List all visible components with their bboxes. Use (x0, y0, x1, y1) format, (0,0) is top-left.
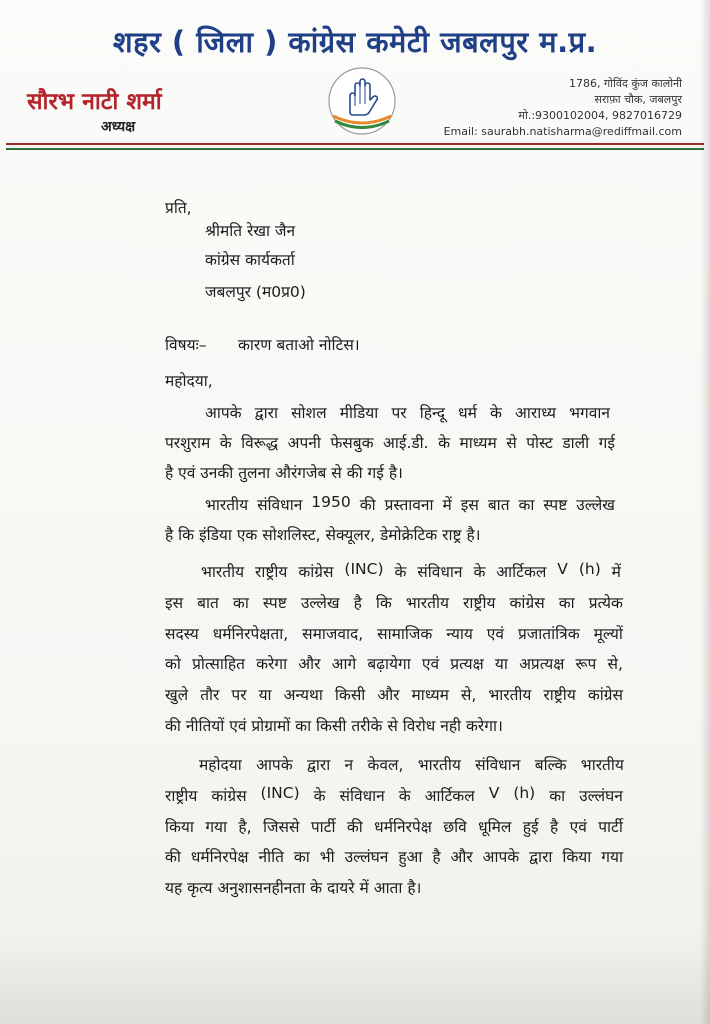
body-line: राष्ट्रीय कांग्रेस (INC) के संविधान के आर्टिकल V (h) का उल्लंघन (165, 784, 623, 805)
page-bottom-shade (0, 934, 710, 1024)
recipient-city: जबलपुर (म0प्र0) (205, 283, 306, 301)
body-line: भारतीय राष्ट्रीय कांग्रेस (INC) के संविधान के आर्टिकल V (h) में (201, 560, 621, 581)
header-rule-green (6, 148, 704, 150)
header-rule-white (6, 146, 704, 147)
body-line: इस बात का स्पष्ट उल्लेख है कि भारतीय राष्ट्रीय कांग्रेस का प्रत्येक (165, 594, 623, 612)
hand-symbol-icon (327, 66, 397, 136)
org-title: शहर ( जिला ) कांग्रेस कमेटी जबलपुर म.प्र. (112, 25, 598, 59)
body-line: की नीतियों एवं प्रोग्रामों का किसी तरीके से विरोध नही करेगा। (165, 717, 503, 735)
body-line: भारतीय संविधान 1950 की प्रस्तावना में इस बात का स्पष्ट उल्लेख (205, 493, 615, 514)
email-line: Email: saurabh.natisharma@rediffmail.com (443, 125, 682, 138)
salutation: महोदया, (165, 372, 213, 390)
recipient-name: श्रीमति रेखा जैन (205, 222, 296, 240)
subject-label: विषयः– (165, 336, 207, 354)
body-line: है एवं उनकी तुलना औरंगजेब से की गई है। (165, 464, 403, 482)
address-line: सराफ़ा चौक, जबलपुर (594, 93, 682, 106)
recipient-designation: कांग्रेस कार्यकर्ता (205, 251, 295, 269)
body-line: यह कृत्य अनुशासनहीनता के दायरे में आता है। (165, 879, 422, 897)
body-line: महोदया आपके द्वारा न केवल, भारतीय संविधान बल्कि भारतीय (199, 756, 624, 774)
body-line: परशुराम के विरूद्ध अपनी फेसबुक आई.डी. के माध्यम से पोस्ट डाली गई (165, 434, 615, 452)
body-line: को प्रोत्साहित करेगा और आगे बढ़ायेगा एवं प्रत्यक्ष या अप्रत्यक्ष रूप से, (165, 655, 623, 673)
body-line: है कि इंडिया एक सोशलिस्ट, सेक्यूलर, डेमोक्रेटिक राष्ट्र है। (165, 526, 481, 544)
address-block (444, 76, 682, 140)
header-rule-red (6, 143, 704, 145)
body-line: की धर्मनिरपेक्ष नीति का भी उल्लंघन हुआ है और आपके द्वारा किया गया (165, 848, 623, 866)
body-line: किया गया है, जिससे पार्टी की धर्मनिरपेक्ष छवि धूमिल हुई है एवं पार्टी (165, 818, 623, 836)
body-line: खुले तौर पर या अन्यथा किसी और माध्यम से, भारतीय राष्ट्रीय कांग्रेस (165, 686, 623, 704)
body-line: सदस्य धर्मनिरपेक्षता, समाजवाद, सामाजिक न्याय एवं प्रजातांत्रिक मूल्यों (165, 625, 623, 643)
president-role: अध्यक्ष (101, 119, 136, 135)
to-label: प्रति, (165, 199, 192, 217)
body-line: आपके द्वारा सोशल मीडिया पर हिन्दू धर्म के आराध्य भगवान (205, 404, 610, 422)
subject-text: कारण बताओ नोटिस। (238, 336, 360, 354)
president-name: सौरभ नाटी शर्मा (27, 89, 162, 115)
address-line: 1786, गोविंद कुंज कालोनी (569, 77, 682, 90)
phone-line: मो.:9300102004, 9827016729 (518, 109, 682, 122)
page-edge-shadow (700, 0, 710, 1024)
